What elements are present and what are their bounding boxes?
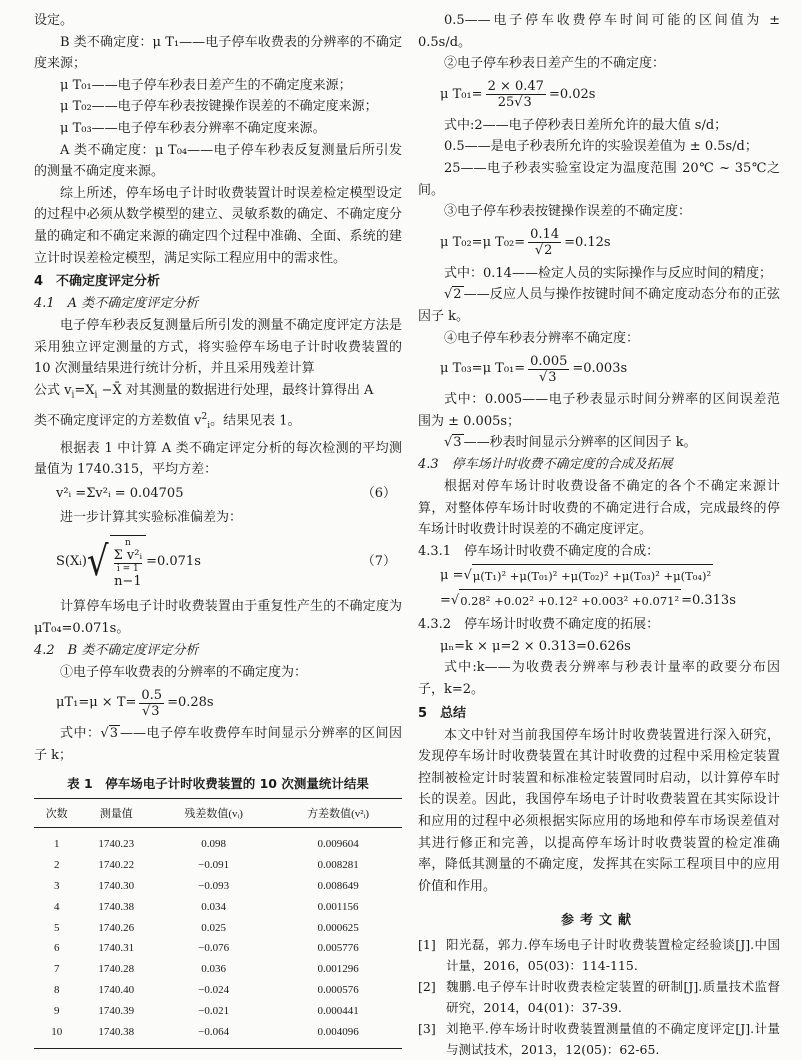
references-title: 参考文献 [560, 913, 637, 929]
table-cell: 0.000441 [317, 1004, 359, 1017]
paragraph: μ T₀₁——电子停车秒表日差产生的不确定度来源； [60, 77, 352, 93]
table-cell: 1740.26 [98, 921, 135, 934]
table-cell: 1740.39 [98, 1004, 135, 1017]
table-cell: 0.098 [201, 838, 227, 851]
table-row [34, 855, 402, 876]
reference-text: 魏鹏.电子停车计时收费表检定装置的研制[J].质量技术监督研究，2014，04(01)：37-39. [446, 979, 780, 1016]
table-row [34, 980, 402, 1001]
equation-6: v²ᵢ =Σv²ᵢ = 0.04705 （6） [56, 485, 396, 501]
table-cell: 0.008649 [317, 879, 359, 892]
formula-paragraph: 公式 $v_i=X_i$ −X̄ 对其测量的数据进行处理，最终计算得出 A [34, 382, 374, 401]
right-column [418, 10, 780, 1060]
table-cell: 7 [53, 963, 60, 976]
equation-combined: μ = √ μ(T₁)² +μ(T₀₁)² +μ(T₀₂)² +μ(T₀₃)² +μ(T₀₄)² [440, 564, 780, 587]
paragraph: 本文中针对当前我国停车场计时收费装置进行深入研究，发现停车场计时收费装置在其计时收费的过程中采用检定装置控制被检定计时装置和标准检定装置同时启动，以计算停车时长的误差。因此，我国停车场电子计时收费装置在其实际设计和应用的过程中必须根据实际应用的场地和停车市场误差值对其进行修正和完善，以提高停车场计时收费装置的检定准确率，降低其测量的不确定度，发挥其在实际工程项目中的应用价值和作用。 [418, 727, 780, 894]
table-title: 表 1 停车场电子计时收费装置的 10 次测量统计结果 [67, 776, 369, 792]
paragraph: ④电子停车秒表分辨率不确定度： [444, 330, 640, 346]
table-cell: 1740.28 [98, 963, 135, 976]
paragraph: 式中：0.14——检定人员的实际操作与反应时间的精度； [444, 265, 772, 281]
paragraph: √ 2 ——反应人员与操作按键时间不确定度动态分布的正弦因子 k。 [418, 284, 780, 327]
table-cell: 4 [53, 900, 60, 913]
paragraph: 根据对停车场计时收费设备不确定的各个不确定来源计算，对整体停车场计时收费的不确定进行合成，完成最终的停车场计时收费计时误差的不确定度评定。 [418, 478, 780, 538]
table-cell: 2 [53, 859, 60, 872]
table-row [34, 828, 402, 855]
paragraph: 0.5——是电子秒表所允许的实验误差值为 ± 0.5s/d； [444, 139, 758, 155]
paragraph: ①电子停车收费表的分辨率的不确定度为： [60, 664, 308, 680]
table-cell: 1740.30 [98, 879, 135, 892]
table-cell: 0.004096 [274, 1022, 402, 1049]
sqrt-symbol: √ [86, 538, 109, 587]
table-row [34, 876, 402, 897]
paragraph: √ 3 ——秒表时间显示分辨率的区间因子 k。 [418, 432, 780, 454]
table-cell: 1740.38 [98, 900, 135, 913]
table-cell: 0.000625 [317, 921, 359, 934]
table-cell: −0.064 [153, 1022, 274, 1049]
reference-item [418, 1018, 780, 1060]
subsection-heading: 4.3.1 停车场计时收费不确定度的合成： [418, 543, 660, 559]
table-cell: 0.025 [201, 921, 227, 934]
table-cell: −0.024 [198, 983, 230, 996]
table-cell: 3 [53, 879, 60, 892]
reference-item [418, 934, 780, 976]
column-header: 测量值 [79, 799, 153, 828]
table-cell: 1740.23 [98, 838, 135, 851]
table-row [34, 959, 402, 980]
table-cell: 0.001156 [317, 900, 359, 913]
table-row [34, 938, 402, 959]
formula-paragraph: 类不确定度评定的方差数值 $v^2_i$。结果见表 1。 [34, 412, 301, 432]
paragraph: μ T₀₃——电子停车秒表分辨率不确定度来源。 [60, 120, 326, 136]
subsection-heading: 4.3 停车场计时收费不确定度的合成及拓展 [418, 456, 673, 472]
equation-t01: μ T₀₁= $\frac{2 \times 0.47}{25√ 3}$ =0.02s [440, 77, 780, 113]
paragraph: 式中:2——电子停秒表日差所允许的最大值 s/d； [444, 117, 728, 133]
table-cell: 0.005776 [317, 942, 359, 955]
table-cell: −0.093 [198, 879, 230, 892]
table-row [34, 1001, 402, 1022]
equation-t03: μ T₀₃=μ T₀₁= 0.005 √ 3 =0.003s [440, 351, 780, 387]
table-cell: 1740.22 [98, 859, 135, 872]
table-cell: 0.036 [201, 963, 227, 976]
measurement-table [34, 798, 402, 1049]
paragraph: μ T₀₂——电子停车秒表按键操作误差的不确定度来源； [60, 99, 378, 115]
reference-text: 阳光磊，郭力.停车场电子计时收费装置检定经验谈[J].中国计量，2016，05(03)：114-115. [446, 937, 780, 974]
column-header: 方差数值(v²ᵢ) [274, 799, 402, 828]
table-cell: 1 [53, 838, 60, 851]
subsection-heading: 4.3.2 停车场计时收费不确定度的拓展： [418, 617, 660, 633]
table-cell: 0.034 [201, 900, 227, 913]
reference-item [418, 976, 780, 1018]
reference-text: 刘艳平.停车场计时收费装置测量值的不确定度评定[J].计量与测试技术，2013，12(05)：62-65. [446, 1021, 780, 1058]
table-cell: 0.008281 [317, 859, 359, 872]
table-row [34, 918, 402, 939]
table-cell: −0.076 [198, 942, 230, 955]
table-cell: 1740.38 [79, 1022, 153, 1049]
paragraph: 综上所述，停车场电子计时收费装置计时误差检定模型设定的过程中必须从数学模型的建立、灵敏系数的确定、不确定度分量的确定和不确定来源的确定四个过程中准确、全面、系统的建立计时误差检定模型，满足实际工程应用中的需求性。 [34, 185, 402, 266]
table-cell: −0.021 [198, 1004, 230, 1017]
references-list [418, 934, 780, 1060]
paragraph: 式中：0.005——电子秒表显示时间分辨率的区间误差范围为 ± 0.005s； [418, 392, 780, 429]
table-cell: 0.000576 [317, 983, 359, 996]
column-header: 残差数值(vᵢ) [153, 799, 274, 828]
paragraph: A 类不确定度：μ T₀₄——电子停车秒表反复测量后所引发的测量不确定度来源。 [34, 142, 402, 180]
reference-number: [1] [418, 937, 436, 953]
table-cell: −0.091 [198, 859, 230, 872]
paragraph: 根据表 1 中计算 A 类不确定评定分析的每次检测的平均测量值为 1740.315，平均方差： [34, 440, 402, 478]
table-cell: 1740.31 [98, 942, 135, 955]
paragraph: 0.5——电子停车收费停车时间可能的区间值为 ± 0.5s/d。 [418, 13, 780, 50]
paragraph: ③电子停车秒表按键操作误差的不确定度： [444, 204, 692, 220]
equation-8: μT₁=μ × T= 0.5 √ 3 =0.28s [56, 685, 402, 721]
paragraph: 电子停车秒表反复测量后所引发的测量不确定度评定方法是采用独立评定测量的方式，将实验停车场电子计时收费装置的 10 次测量结果进行统计分析，并且采用残差计算 [34, 318, 402, 377]
table-cell: 6 [53, 942, 60, 955]
paragraph: 式中：√ 3 ——电子停车收费停车时间显示分辨率的区间因子 k； [34, 723, 402, 766]
table-row [34, 897, 402, 918]
paragraph: 设定。 [34, 13, 74, 28]
paragraph: 计算停车场电子计时收费装置由于重复性产生的不确定度为 μT₀₄=0.071s。 [34, 599, 402, 636]
table-cell: 9 [53, 1004, 60, 1017]
table-cell: 10 [34, 1022, 79, 1049]
table-cell: 5 [53, 921, 60, 934]
paragraph: B 类不确定度：μ T₁——电子停车收费表的分辨率的不确定度来源； [34, 34, 402, 72]
table-cell: 8 [53, 983, 60, 996]
section-heading: 4 不确定度评定分析 [34, 274, 161, 290]
equation-t02: μ T₀₂=μ T₀₂= 0.14 √ 2 =0.12s [440, 225, 780, 261]
paragraph: 进一步计算其实验标准偏差为： [60, 509, 243, 525]
table-cell: 0.001296 [317, 963, 359, 976]
left-column [34, 10, 402, 1049]
column-header: 次数 [34, 799, 79, 828]
reference-number: [3] [418, 1021, 436, 1037]
equation-7: S(Xᵢ) √ n Σ v²ᵢ i = 1 n−1 =0.071s （7） [34, 530, 402, 594]
subsection-heading: 4.1 A 类不确定度评定分析 [34, 296, 199, 312]
table-cell: 0.009604 [317, 838, 359, 851]
equation-combined-values: = √ 0.28² +0.02² +0.12² +0.003² +0.071² =0.313s [440, 589, 780, 612]
table-header-row [34, 799, 402, 828]
subsection-heading: 4.2 B 类不确定度评定分析 [34, 642, 199, 658]
reference-number: [2] [418, 979, 436, 995]
table-row [34, 1022, 402, 1049]
equation-expanded: μₙ=k × μ=2 × 0.313=0.626s [440, 638, 631, 654]
paragraph: 25——电子秒表实验室设定为温度范围 20℃ ~ 35℃之间。 [418, 160, 780, 198]
paragraph: 式中:k——为收费表分辨率与秒表计量率的政要分布因子，k=2。 [418, 660, 780, 698]
paragraph: ②电子停车秒表日差产生的不确定度： [444, 56, 666, 72]
table-cell: 1740.40 [98, 983, 135, 996]
section-heading: 5 总结 [418, 705, 467, 721]
